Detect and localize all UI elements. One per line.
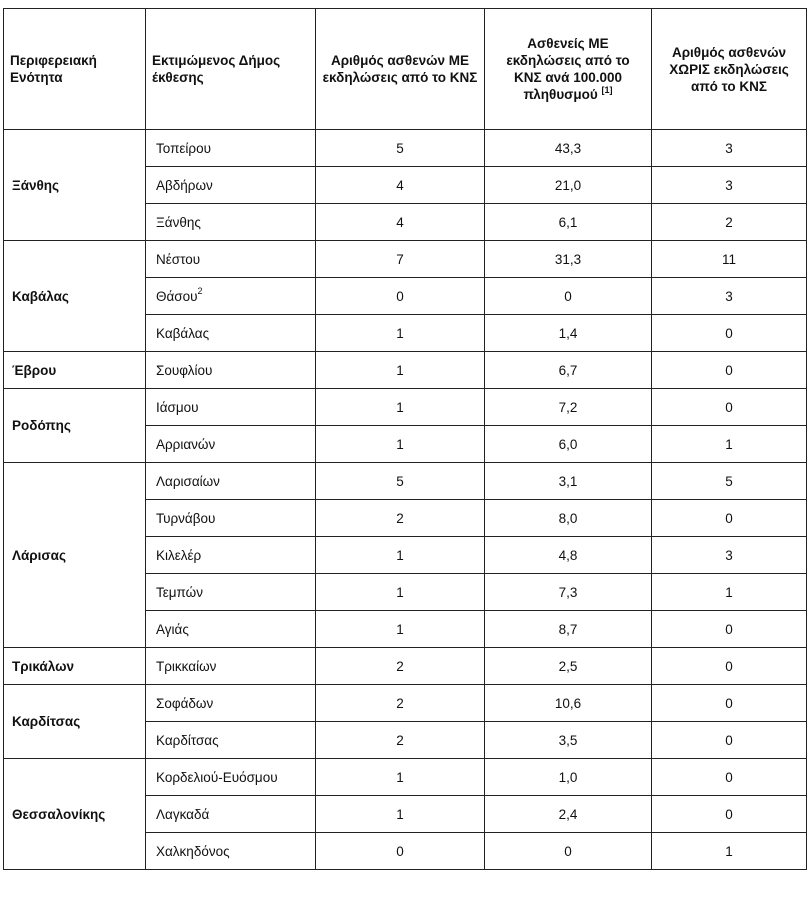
patients-with-cns-cell: 1 xyxy=(316,315,485,352)
table-row xyxy=(4,685,807,722)
table-body xyxy=(4,130,807,870)
rate-per-100k-cell: 1,4 xyxy=(485,315,652,352)
rate-per-100k-cell: 0 xyxy=(485,278,652,315)
regional-unit-cell: Ξάνθης xyxy=(4,130,146,241)
municipality-name: Λαγκαδά xyxy=(156,806,210,822)
cases-table xyxy=(3,8,807,870)
rate-per-100k-cell: 8,7 xyxy=(485,611,652,648)
rate-per-100k-cell: 3,5 xyxy=(485,722,652,759)
table-row xyxy=(4,759,807,796)
municipality-cell xyxy=(146,500,316,537)
municipality-cell xyxy=(146,204,316,241)
patients-without-cns-cell: 0 xyxy=(652,796,807,833)
patients-with-cns-cell: 1 xyxy=(316,574,485,611)
rate-per-100k-cell: 2,4 xyxy=(485,796,652,833)
municipality-cell xyxy=(146,685,316,722)
municipality-name: Ιάσμου xyxy=(156,399,199,415)
municipality-cell xyxy=(146,278,316,315)
regional-unit-cell: Ροδόπης xyxy=(4,389,146,463)
patients-with-cns-cell: 5 xyxy=(316,463,485,500)
table-row xyxy=(4,648,807,685)
municipality-cell xyxy=(146,537,316,574)
patients-without-cns-cell: 0 xyxy=(652,611,807,648)
municipality-name: Τρικκαίων xyxy=(156,658,217,674)
patients-with-cns-cell: 2 xyxy=(316,722,485,759)
header-municipality: Εκτιμώμενος Δήμος έκθεσης xyxy=(146,9,316,130)
patients-with-cns-cell: 5 xyxy=(316,130,485,167)
patients-with-cns-cell: 1 xyxy=(316,426,485,463)
municipality-name: Κορδελιού-Ευόσμου xyxy=(156,769,278,785)
patients-with-cns-cell: 0 xyxy=(316,833,485,870)
patients-without-cns-cell: 0 xyxy=(652,389,807,426)
patients-with-cns-cell: 1 xyxy=(316,352,485,389)
rate-per-100k-cell: 2,5 xyxy=(485,648,652,685)
regional-unit-cell: Καρδίτσας xyxy=(4,685,146,759)
rate-per-100k-cell: 6,1 xyxy=(485,204,652,241)
municipality-name: Καρδίτσας xyxy=(156,732,219,748)
patients-with-cns-cell: 4 xyxy=(316,167,485,204)
municipality-name: Χαλκηδόνος xyxy=(156,843,230,859)
municipality-name: Τοπείρου xyxy=(156,140,211,156)
municipality-name: Τεμπών xyxy=(156,584,203,600)
municipality-name: Σουφλίου xyxy=(156,362,213,378)
regional-unit-cell: Έβρου xyxy=(4,352,146,389)
patients-without-cns-cell: 0 xyxy=(652,722,807,759)
table-row xyxy=(4,352,807,389)
patients-with-cns-cell: 1 xyxy=(316,611,485,648)
patients-with-cns-cell: 1 xyxy=(316,537,485,574)
header-rate-label: Ασθενείς ΜΕ εκδηλώσεις από το ΚΝΣ ανά 100.000 πληθυσμού xyxy=(506,36,630,102)
municipality-cell xyxy=(146,648,316,685)
patients-with-cns-cell: 2 xyxy=(316,500,485,537)
patients-without-cns-cell: 1 xyxy=(652,833,807,870)
municipality-cell xyxy=(146,426,316,463)
patients-without-cns-cell: 3 xyxy=(652,278,807,315)
patients-with-cns-cell: 1 xyxy=(316,389,485,426)
regional-unit-cell: Τρικάλων xyxy=(4,648,146,685)
patients-without-cns-cell: 2 xyxy=(652,204,807,241)
municipality-cell xyxy=(146,463,316,500)
patients-without-cns-cell: 0 xyxy=(652,352,807,389)
municipality-name: Κιλελέρ xyxy=(156,547,202,563)
patients-with-cns-cell: 4 xyxy=(316,204,485,241)
rate-per-100k-cell: 4,8 xyxy=(485,537,652,574)
municipality-name: Αγιάς xyxy=(156,621,189,637)
patients-without-cns-cell: 0 xyxy=(652,315,807,352)
municipality-cell xyxy=(146,574,316,611)
table-row xyxy=(4,463,807,500)
patients-with-cns-cell: 1 xyxy=(316,759,485,796)
patients-without-cns-cell: 1 xyxy=(652,426,807,463)
patients-without-cns-cell: 0 xyxy=(652,759,807,796)
patients-without-cns-cell: 5 xyxy=(652,463,807,500)
footnote-marker: [1] xyxy=(601,84,613,95)
municipality-cell xyxy=(146,130,316,167)
municipality-cell xyxy=(146,315,316,352)
patients-with-cns-cell: 2 xyxy=(316,685,485,722)
municipality-name: Αβδήρων xyxy=(156,177,213,193)
municipality-name: Ξάνθης xyxy=(156,214,201,230)
municipality-cell xyxy=(146,722,316,759)
patients-with-cns-cell: 2 xyxy=(316,648,485,685)
patients-without-cns-cell: 3 xyxy=(652,167,807,204)
rate-per-100k-cell: 31,3 xyxy=(485,241,652,278)
header-patients-without-cns: Αριθμός ασθενών ΧΩΡΙΣ εκδηλώσεις από το ΚΝΣ xyxy=(652,9,807,130)
rate-per-100k-cell: 1,0 xyxy=(485,759,652,796)
patients-with-cns-cell: 1 xyxy=(316,796,485,833)
municipality-cell xyxy=(146,389,316,426)
table-header-row xyxy=(4,9,807,130)
municipality-name: Καβάλας xyxy=(156,325,210,341)
rate-per-100k-cell: 10,6 xyxy=(485,685,652,722)
rate-per-100k-cell: 6,7 xyxy=(485,352,652,389)
header-rate-per-100k xyxy=(485,9,652,130)
patients-without-cns-cell: 1 xyxy=(652,574,807,611)
municipality-cell xyxy=(146,611,316,648)
patients-without-cns-cell: 0 xyxy=(652,500,807,537)
rate-per-100k-cell: 0 xyxy=(485,833,652,870)
rate-per-100k-cell: 3,1 xyxy=(485,463,652,500)
patients-without-cns-cell: 0 xyxy=(652,685,807,722)
regional-unit-cell: Λάρισας xyxy=(4,463,146,648)
table-row xyxy=(4,130,807,167)
municipality-name: Σοφάδων xyxy=(156,695,214,711)
patients-without-cns-cell: 11 xyxy=(652,241,807,278)
header-regional-unit: Περιφερειακή Ενότητα xyxy=(4,9,146,130)
regional-unit-cell: Καβάλας xyxy=(4,241,146,352)
header-patients-with-cns: Αριθμός ασθενών ΜΕ εκδηλώσεις από το ΚΝΣ xyxy=(316,9,485,130)
rate-per-100k-cell: 8,0 xyxy=(485,500,652,537)
table-row xyxy=(4,241,807,278)
rate-per-100k-cell: 43,3 xyxy=(485,130,652,167)
rate-per-100k-cell: 21,0 xyxy=(485,167,652,204)
patients-without-cns-cell: 0 xyxy=(652,648,807,685)
table-row xyxy=(4,389,807,426)
patients-with-cns-cell: 7 xyxy=(316,241,485,278)
rate-per-100k-cell: 6,0 xyxy=(485,426,652,463)
municipality-name: Νέστου xyxy=(156,251,201,267)
municipality-name: Τυρνάβου xyxy=(156,510,216,526)
municipality-cell xyxy=(146,352,316,389)
municipality-name: Αρριανών xyxy=(156,436,216,452)
municipality-name: Θάσου xyxy=(156,288,198,304)
municipality-name: Λαρισαίων xyxy=(156,473,220,489)
patients-without-cns-cell: 3 xyxy=(652,130,807,167)
footnote-marker: 2 xyxy=(197,286,203,296)
municipality-cell xyxy=(146,833,316,870)
municipality-cell xyxy=(146,241,316,278)
rate-per-100k-cell: 7,2 xyxy=(485,389,652,426)
municipality-cell xyxy=(146,796,316,833)
patients-with-cns-cell: 0 xyxy=(316,278,485,315)
regional-unit-cell: Θεσσαλονίκης xyxy=(4,759,146,870)
patients-without-cns-cell: 3 xyxy=(652,537,807,574)
municipality-cell xyxy=(146,759,316,796)
municipality-cell xyxy=(146,167,316,204)
rate-per-100k-cell: 7,3 xyxy=(485,574,652,611)
